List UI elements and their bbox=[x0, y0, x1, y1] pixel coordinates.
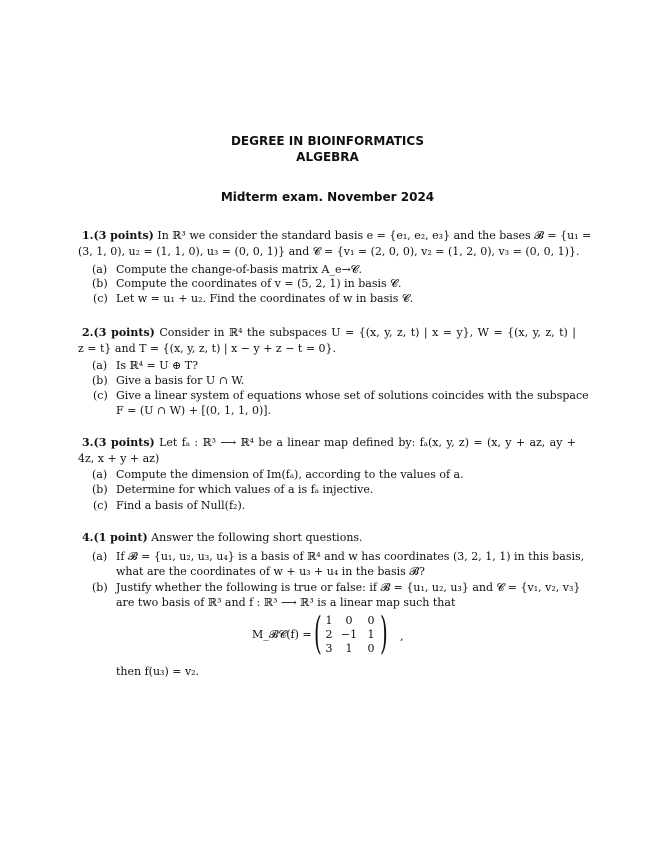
matrix-cell: 1 bbox=[325, 614, 333, 627]
q2-a-label: (a) bbox=[92, 359, 108, 372]
q2-c-text-2: F = (U ∩ W) + [(0, 1, 1, 0)]. bbox=[116, 404, 272, 417]
q4-b-label: (b) bbox=[92, 581, 108, 594]
q2-text-1: Consider in ℝ⁴ the subspaces U = {(x, y, z, t) | x = y}, W = {(x, y, z, t) | bbox=[159, 326, 576, 339]
degree-title: DEGREE IN BIOINFORMATICS bbox=[230, 134, 425, 148]
q4-line-1 bbox=[82, 530, 363, 546]
matrix-cell: 0 bbox=[345, 614, 353, 627]
q2-c-text-1: Give a linear system of equations whose set of solutions coincides with the subspace bbox=[116, 389, 589, 402]
q2-b-text: Give a basis for U ∩ W. bbox=[116, 374, 245, 387]
q1-b-text: Compute the coordinates of v = (5, 2, 1) in basis 𝓒. bbox=[116, 277, 402, 290]
q2-a-text: Is ℝ⁴ = U ⊕ T? bbox=[116, 359, 198, 372]
matrix-cell: −1 bbox=[340, 628, 358, 641]
q4-b-text-2: are two basis of ℝ³ and f : ℝ³ ⟶ ℝ³ is a linear map such that bbox=[116, 596, 456, 609]
q3-b-label: (b) bbox=[92, 483, 108, 496]
matrix-label: M_𝓑𝓒(f) = bbox=[252, 628, 312, 641]
matrix-cell: 0 bbox=[367, 642, 375, 655]
q3-c-label: (c) bbox=[93, 499, 108, 512]
matrix-cell: 0 bbox=[367, 614, 375, 627]
q1-line-1 bbox=[82, 228, 592, 244]
q3-line-2: 4z, x + y + az) bbox=[78, 452, 160, 465]
q1-points: 1.(3 points) bbox=[82, 229, 154, 242]
q2-line-2: z = t} and T = {(x, y, z, t) | x − y + z − t = 0}. bbox=[78, 342, 337, 355]
q3-a-text: Compute the dimension of Im(fₐ), according to the values of a. bbox=[116, 468, 464, 481]
matrix-cell: 2 bbox=[325, 628, 333, 641]
q2-line-1 bbox=[82, 325, 576, 341]
matrix-cell: 3 bbox=[325, 642, 333, 655]
matrix-cell: 1 bbox=[345, 642, 353, 655]
q1-b-label: (b) bbox=[92, 277, 108, 290]
q4-a-text-1: If 𝓑 = {u₁, u₂, u₃, u₄} is a basis of ℝ⁴ and w has coordinates (3, 2, 1, 1) in this basis, bbox=[116, 550, 585, 563]
q1-c-label: (c) bbox=[93, 292, 108, 305]
q4-a-text-2: what are the coordinates of w + u₃ + u₄ in the basis 𝓑? bbox=[116, 565, 425, 578]
matrix-cell: 1 bbox=[367, 628, 375, 641]
q3-points: 3.(3 points) bbox=[82, 436, 155, 449]
q3-a-label: (a) bbox=[92, 468, 108, 481]
q4-intro: Answer the following short questions. bbox=[151, 531, 363, 544]
q1-text-1: In ℝ³ we consider the standard basis e = {e₁, e₂, e₃} and the bases 𝓑 = {u₁ = bbox=[157, 229, 592, 242]
q4-b-text-1: Justify whether the following is true or false: if 𝓑 = {u₁, u₂, u₃} and 𝓒 = {v₁, v₂, v₃} bbox=[116, 581, 581, 594]
matrix-comma: , bbox=[400, 630, 404, 643]
q3-b-text: Determine for which values of a is fₐ injective. bbox=[116, 483, 374, 496]
subject-title: ALGEBRA bbox=[296, 150, 359, 164]
exam-title: Midterm exam. November 2024 bbox=[220, 190, 435, 204]
q4-b-text-3: then f(u₃) = v₂. bbox=[116, 665, 200, 678]
q1-a-text: Compute the change-of-basis matrix A_e→𝓒. bbox=[116, 263, 362, 276]
q2-b-label: (b) bbox=[92, 374, 108, 387]
q3-text-1: Let fₐ : ℝ³ ⟶ ℝ⁴ be a linear map defined by: fₐ(x, y, z) = (x, y + az, ay + bbox=[159, 436, 577, 449]
matrix-expression bbox=[252, 608, 412, 659]
q2-points: 2.(3 points) bbox=[82, 326, 155, 339]
q4-points: 4.(1 point) bbox=[82, 531, 148, 544]
q1-line-2: (3, 1, 0), u₂ = (1, 1, 0), u₃ = (0, 0, 1)} and 𝓒 = {v₁ = (2, 0, 0), v₂ = (1, 2, 0), v₃ = (0, 0, 1)}. bbox=[78, 245, 580, 258]
q3-c-text: Find a basis of Null(f₂). bbox=[116, 499, 246, 512]
q2-c-label: (c) bbox=[93, 389, 108, 402]
q3-line-1 bbox=[82, 435, 576, 451]
q4-a-label: (a) bbox=[92, 550, 108, 563]
q1-a-label: (a) bbox=[92, 263, 108, 276]
right-paren: ) bbox=[380, 608, 388, 659]
q1-c-text: Let w = u₁ + u₂. Find the coordinates of w in basis 𝓒. bbox=[116, 292, 414, 305]
left-paren: ( bbox=[314, 608, 322, 659]
